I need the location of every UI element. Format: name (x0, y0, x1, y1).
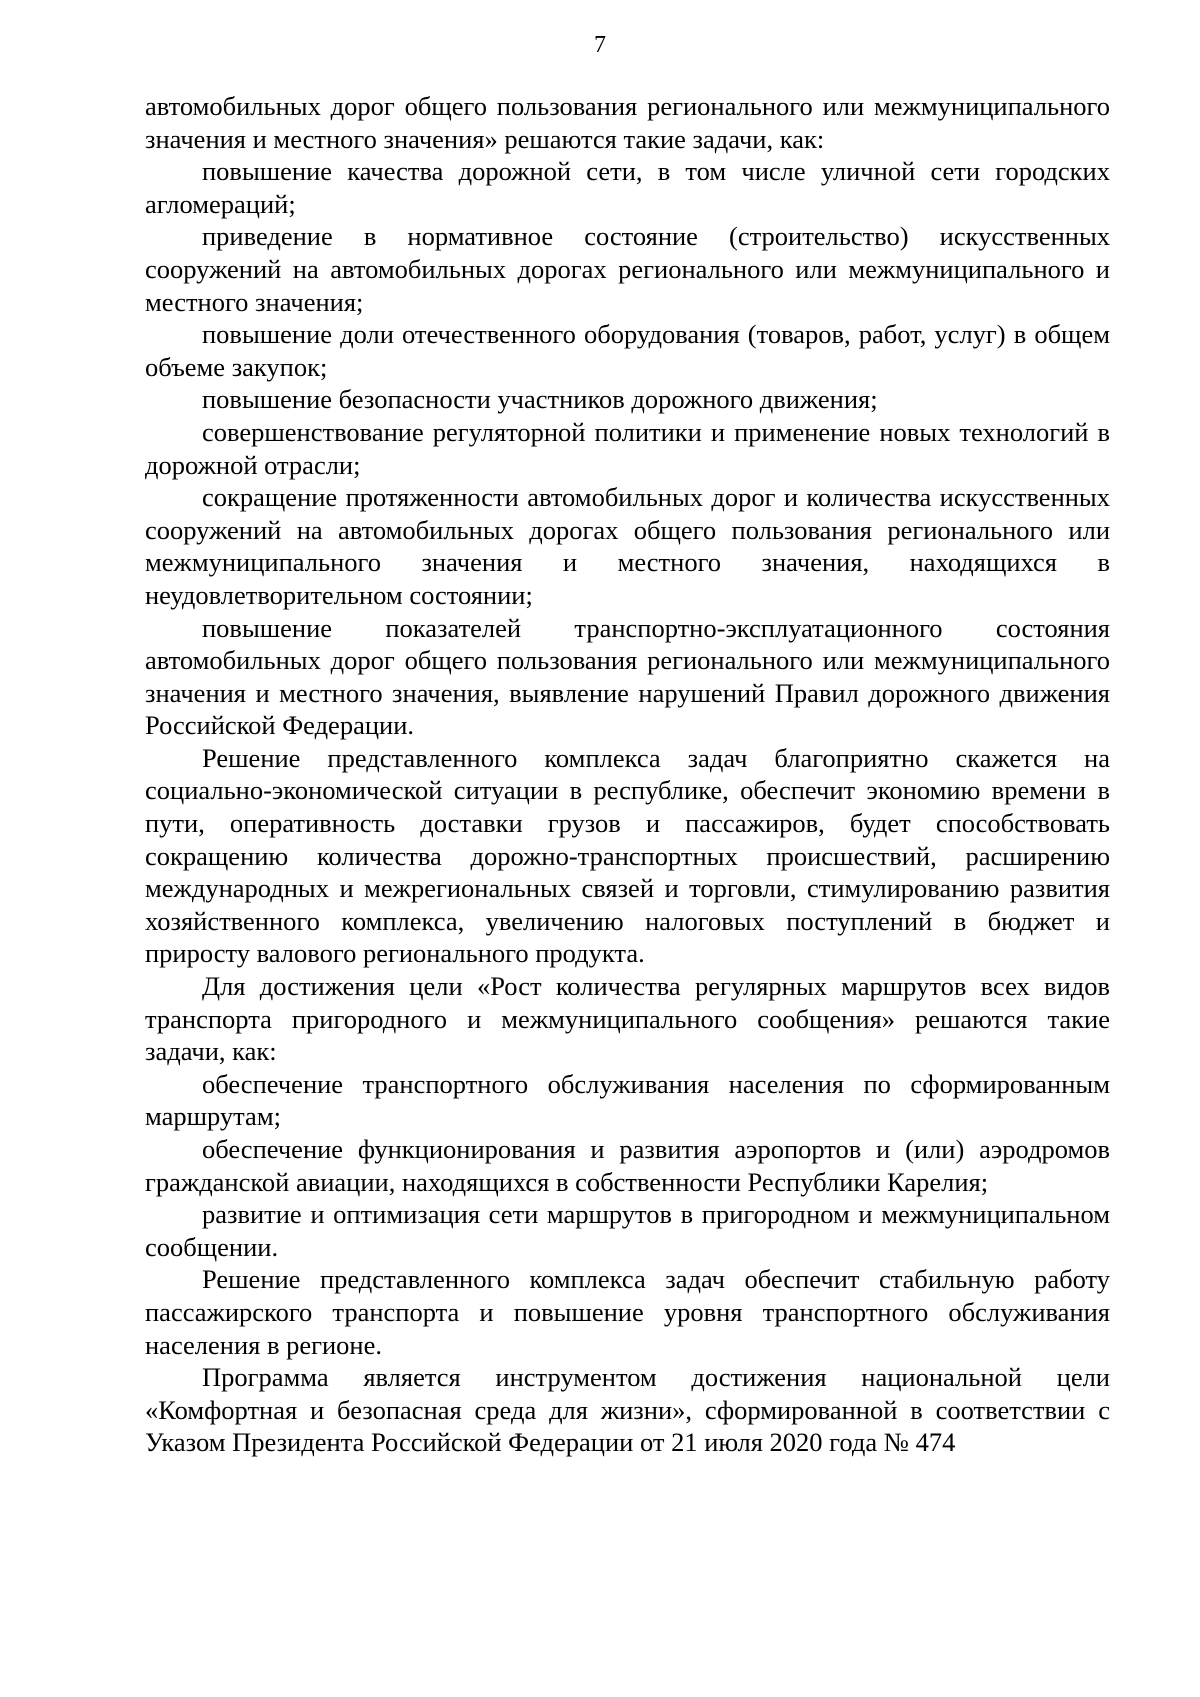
paragraph: сокращение протяженности автомобильных дорог и количества искусственных сооружений на автомобильных дорогах общего пользования регионального или межмуниципального значения и местного значения, находящихся в неудовлетворительном состоянии; (145, 482, 1110, 610)
paragraph: приведение в нормативное состояние (строительство) искусственных сооружений на автомобильных дорогах регионального или межмуниципального и местного значения; (145, 221, 1110, 317)
page-number: 7 (594, 32, 606, 58)
paragraph: повышение качества дорожной сети, в том числе уличной сети городских агломераций; (145, 156, 1110, 219)
paragraph: автомобильных дорог общего пользования регионального или межмуниципального значения и местного значения» решаются такие задачи, как: (145, 91, 1110, 154)
paragraph: обеспечение функционирования и развития аэропортов и (или) аэродромов гражданской авиации, находящихся в собственности Республики Карелия; (145, 1134, 1110, 1197)
paragraph: повышение безопасности участников дорожного движения; (202, 384, 878, 415)
paragraph: обеспечение транспортного обслуживания населения по сформированным маршрутам; (145, 1068, 1110, 1132)
paragraph: совершенствование регуляторной политики и применение новых технологий в дорожной отрасли; (145, 416, 1110, 480)
paragraph: Для достижения цели «Рост количества регулярных маршрутов всех видов транспорта пригородного и межмуниципального сообщения» решаются такие задачи, как: (145, 971, 1110, 1067)
paragraph: Решение представленного комплекса задач благоприятно скажется на социально-экономической ситуации в республике, обеспечит экономию времени в пути, оперативность доставки грузов и пассажиров, будет способствовать сокращению количества дорожно-транспортных происшествий, расширению международных и межрегиональных связей и торговли, стимулированию развития хозяйственного комплекса, увеличению налоговых поступлений в бюджет и приросту валового регионального продукта. (145, 742, 1110, 969)
paragraph: повышение доли отечественного оборудования (товаров, работ, услуг) в общем объеме закупок; (145, 319, 1110, 382)
document-body (145, 90, 1110, 1459)
paragraph: повышение показателей транспортно-эксплуатационного состояния автомобильных дорог общего пользования регионального или межмуниципального значения и местного значения, выявление нарушений Правил дорожного движения Российской Федерации. (145, 612, 1110, 741)
paragraph: Решение представленного комплекса задач обеспечит стабильную работу пассажирского транспорта и повышение уровня транспортного обслуживания населения в регионе. (145, 1264, 1110, 1360)
paragraph: Программа является инструментом достижения национальной цели «Комфортная и безопасная среда для жизни», сформированной в соответствии с Указом Президента Российской Федерации от 21 июля 2020 года № 474 (145, 1362, 1110, 1458)
paragraph: развитие и оптимизация сети маршрутов в пригородном и межмуниципальном сообщении. (145, 1199, 1110, 1262)
